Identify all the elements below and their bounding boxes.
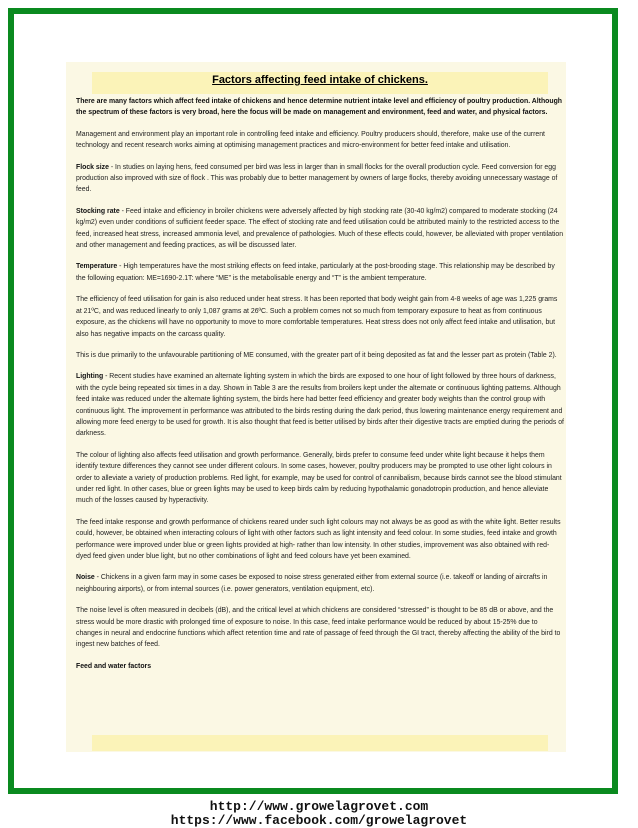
noise-level-paragraph: The noise level is often measured in decibels (dB), and the critical level at which chickens are considered “stressed” is thought to be 85 dB or above, and the stress would be more drastic with prolonged time of exposure to noise. In this case, feed intake performance would be reduced by about 15-25% due to changes in neural and endocrine functions which affect retention time and rate of passage of feed through the GI tract, thereby affecting the ability of the bird to ingest new batches of feed. (76, 607, 561, 649)
document-body (76, 74, 564, 682)
website-link[interactable]: http://www.growelagrovet.com (209, 799, 429, 814)
bottom-highlight (92, 735, 548, 751)
flock-size-heading: Flock size (76, 163, 109, 171)
stocking-rate-heading: Stocking rate (76, 207, 120, 215)
temperature-text: - High temperatures have the most striking effects on feed intake, particularly at the post-brooding stage. This relationship may be described by the following equation: ME=1690-2.1T: where “ME” is the metabolisable energy and “T” is the ambient temperature. (76, 263, 555, 282)
temperature-paragraph (76, 261, 564, 284)
flock-size-text: - In studies on laying hens, feed consumed per bird was less in larger than in small flocks for the overall production cycle. Feed conversion for egg production also improved with size of flock . This was probably due to better management by owners of large flocks, thereby avoiding unnecessary wastage of feed. (76, 163, 558, 194)
noise-paragraph (76, 572, 564, 595)
light-response-paragraph: The feed intake response and growth performance of chickens reared under such light colours may not always be as good as with the white light. Better results could, however, be obtained when interacting colours of light with other factors such as light intensity and feed colour. In some studies, feed intake and growth performance were improved under blue or green lights provided at high- rather than low intensity. In other studies, improvement was also obtained with red-dyed feed given under blue light, but no other combinations of light and feed colours have yet been examined. (76, 518, 561, 560)
lighting-heading: Lighting (76, 373, 104, 381)
partitioning-paragraph: This is due primarily to the unfavourable partitioning of ME consumed, with the greater part of it being deposited as fat and the lesser part as protein (Table 2). (76, 351, 557, 359)
efficiency-paragraph: The efficiency of feed utilisation for gain is also reduced under heat stress. It has been reported that body weight gain from 4-8 weeks of age was 1,225 grams at 21ºC, and was reduced linearly to only 1,087 grams at 26ºC. Such a problem comes not so much from temporary exposure to heat as from continuous exposure, as the chickens will have no opportunity to move to more comfortable temperatures. Heat stress does not only affect feed intake and utilisation, but also has negative impacts on the carcass quality. (76, 296, 558, 338)
noise-text: - Chickens in a given farm may in some cases be exposed to noise stress generated either from external source (i.e. takeoff or landing of aircrafts in neighbouring airports), or from internal sources (i.e. power generators, ventilation equipment, etc). (76, 574, 548, 593)
feed-water-heading: Feed and water factors (76, 662, 152, 670)
intro-paragraph: There are many factors which affect feed intake of chickens and hence determine nutrient intake level and efficiency of poultry production. Although the spectrum of these factors is very broad, here the focus will be made on management and environment, feed and water, and physical factors. (76, 98, 563, 117)
lighting-text: - Recent studies have examined an alternate lighting system in which the birds are exposed to one hour of light followed by three hours of darkness, with the cycle being repeated six times in a day. Shown in Table 3 are the results from broilers kept under the alternate or continuous lighting patterns. Although feed intake was reduced under the alternate lighting system, the birds here had better feed efficiency and greater body weights than the control group with continuous light. The improvement in performance was attributed to the birds resting during the dark period, thus lowering maintenance energy requirement and allowing more feed energy to be used for growth. It is also thought that feed is better utilised by birds after their digestive tracts are emptied during the periods of darkness. (76, 373, 564, 438)
lighting-paragraph (76, 371, 564, 439)
facebook-link[interactable]: https://www.facebook.com/growelagrovet (170, 813, 468, 828)
stocking-rate-text: - Feed intake and efficiency in broiler chickens were adversely affected by high stocking rate (30-40 kg/m2) compared to moderate stocking (24 kg/m2) even under conditions of sufficient feeder space. The effect of stocking rate and feed utilisation could be attributed mainly to the restricted access to the feed, increased heat stress, increased ammonia level, and prevalence of pathologies. Much of these effects could, however, be alleviated with proper ventilation and other management and feeding practices, as will be discussed later. (76, 207, 564, 250)
management-paragraph: Management and environment play an important role in controlling feed intake and efficiency. Poultry producers should, therefore, make use of the current technology and recent research works aiming at optimising management practices and micro-environment for better feed intake and utilisation. (76, 130, 545, 150)
flock-size-paragraph (76, 162, 564, 196)
document-title: Factors affecting feed intake of chickens. (212, 74, 428, 86)
stocking-rate-paragraph (76, 206, 564, 252)
temperature-heading: Temperature (76, 263, 118, 271)
feed-water-paragraph (76, 661, 564, 672)
noise-heading: Noise (76, 574, 95, 582)
light-colour-paragraph: The colour of lighting also affects feed utilisation and growth performance. Generally, birds prefer to consume feed under white light because it helps them identify texture differences they cannot see under different colours. In some cases, however, poultry producers may be prompted to use other light colours in order to alleviate a variety of production problems. Red light, for example, may be used for control of cannibalism, because birds cannot see the blood stimulant under red light. In other cases, blue or green lights may be used to keep birds calm by reducing hypothalamic gonadotropin production, and hence alleviate much of the losses caused by hyperactivity. (76, 451, 562, 505)
